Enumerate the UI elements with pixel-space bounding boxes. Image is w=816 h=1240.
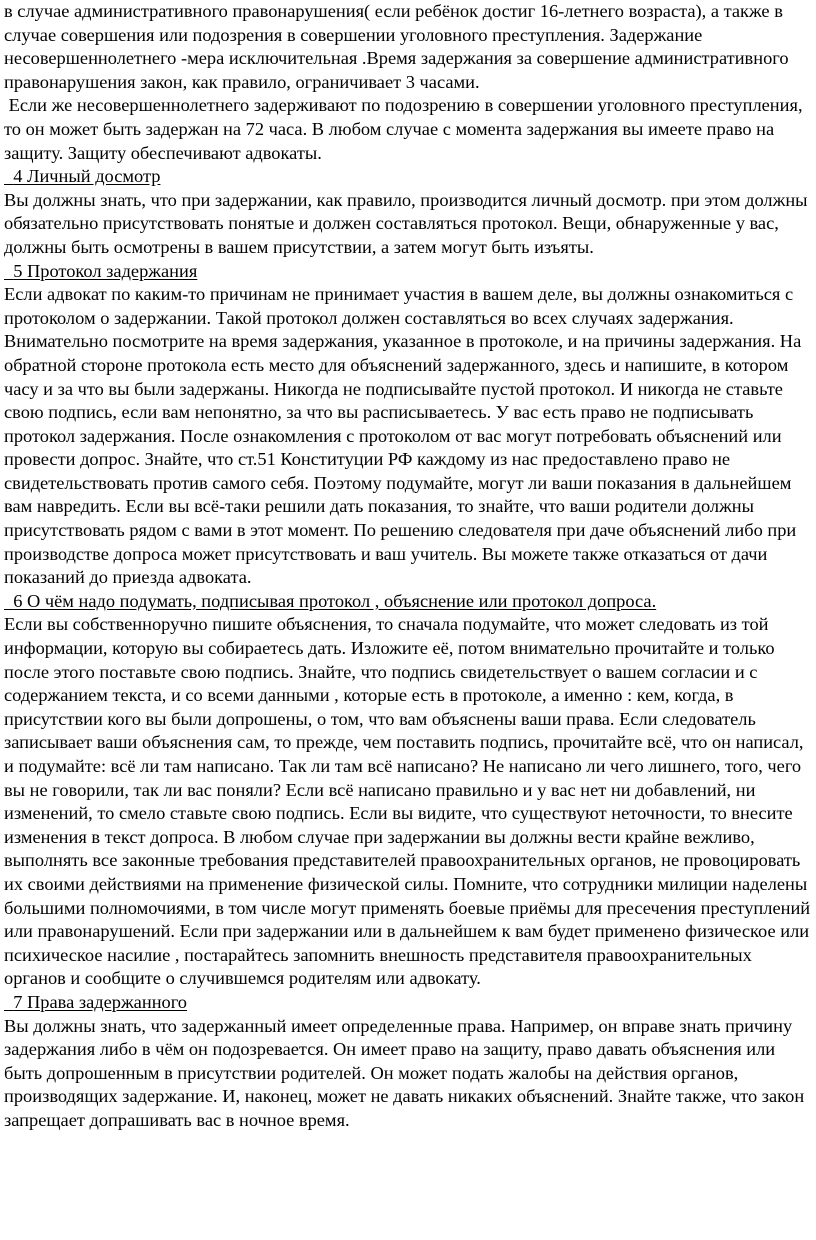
heading-text: 4 Личный досмотр [4,166,161,187]
section-heading-personal-search [4,165,812,189]
paragraph-detention-protocol: Если адвокат по каким-то причинам не принимает участия в вашем деле, вы должны ознакомиться с протоколом о задержании. Такой протокол должен составляться во всех случаях задержания. Внимательно посмотрите на время задержания, указанное в протоколе, и на причины задержания. На обратной стороне протокола есть место для объяснений задержанного, здесь и напишите, в котором часу и за что вы были задержаны. Никогда не подписывайте пустой протокол. И никогда не ставьте свою подпись, если вам непонятно, за что вы расписываетесь. У вас есть право не подписывать протокол задержания. После ознакомления с протоколом от вас могут потребовать объяснений или провести допрос. Знайте, что ст.51 Конституции РФ каждому из нас предоставлено право не свидетельствовать против самого себя. Поэтому подумайте, могут ли ваши показания в дальнейшем вам навредить. Если вы всё-таки решили дать показания, то знайте, что ваши родители должны присутствовать рядом с вами в этот момент. По решению следователя при даче объяснений либо при производстве допроса может присутствовать и ваш учитель. Вы можете также отказаться от дачи показаний до приезда адвоката. [4,284,806,588]
heading-text: 6 О чём надо подумать, подписывая протокол , объяснение или протокол допроса. [4,590,657,611]
section-heading-detention-protocol [4,260,812,284]
paragraph-detainee-rights: Вы должны знать, что задержанный имеет определенные права. Например, он вправе знать причину задержания либо в чём он подозревается. Он имеет право на защиту, право давать объяснения или быть допрошенным в присутствии родителей. Он может подать жалобы на действия органов, производящих задержание. И, наконец, может не давать никаких объяснений. Знайте также, что закон запрещает допрашивать вас в ночное время. [4,1015,809,1130]
paragraph-criminal-detention: Если же несовершеннолетнего задерживают по подозрению в совершении уголовного преступления, то он может быть задержан на 72 часа. В любом случае с момента задержания вы имеете право на защиту. Защиту обеспечивают адвокаты. [4,95,808,163]
paragraph-detention-terms: в случае административного правонарушения( если ребёнок достиг 16-летнего возраста), а также в случае совершения или подозрения в совершении уголовного преступления. Задержание несовершеннолетнего -мера исключительная .Время задержания за совершение административного правонарушения закон, как правило, ограничивает 3 часами. [4,1,794,92]
paragraph-personal-search: Вы должны знать, что при задержании, как правило, производится личный досмотр. при этом должны обязательно присутствовать понятые и должен составляться протокол. Вещи, обнаруженные у вас, должны быть осмотрены в вашем присутствии, а затем могут быть изъяты. [4,189,813,257]
paragraph-signing-protocol: Если вы собственноручно пишите объяснения, то сначала подумайте, что может следовать из той информации, которую вы собираетесь дать. Изложите её, потом внимательно прочитайте и только после этого поставьте свою подпись. Знайте, что подпись свидетельствует о вашем согласии и с содержанием текста, и со всеми данными , которые есть в протоколе, а именно : кем, когда, в присутствии кого вы были допрошены, о том, что вам объяснены ваши права. Если следователь записывает ваши объяснения сам, то прежде, чем поставить подпись, прочитайте всё, что он написал, и подумайте: всё ли там написано. Так ли там всё написано? Не написано ли чего лишнего, того, чего вы не говорили, так ли вас поняли? Если всё написано правильно и у вас нет ни добавлений, ни изменений, то смело ставьте свою подпись. Если вы видите, что существуют неточности, то внесите изменения в текст допроса. В любом случае при задержании вы должны вести крайне вежливо, выполнять все законные требования представителей правоохранительных органов, не провоцировать их своими действиями на применение физической силы. Помните, что сотрудники милиции наделены большими полномочиями, в том числе могут применять боевые приёмы для пресечения преступлений или правонарушений. Если при задержании или в дальнейшем к вам будет применено физическое или психическое насилие , постарайтесь запомнить внешность представителя правоохранительных органов и сообщите о случившемся родителям или адвокату. [4,614,816,989]
heading-text: 7 Права задержанного [4,991,188,1012]
heading-text: 5 Протокол задержания [4,260,198,281]
section-heading-detainee-rights [4,991,812,1015]
section-heading-signing-protocol [4,590,812,614]
